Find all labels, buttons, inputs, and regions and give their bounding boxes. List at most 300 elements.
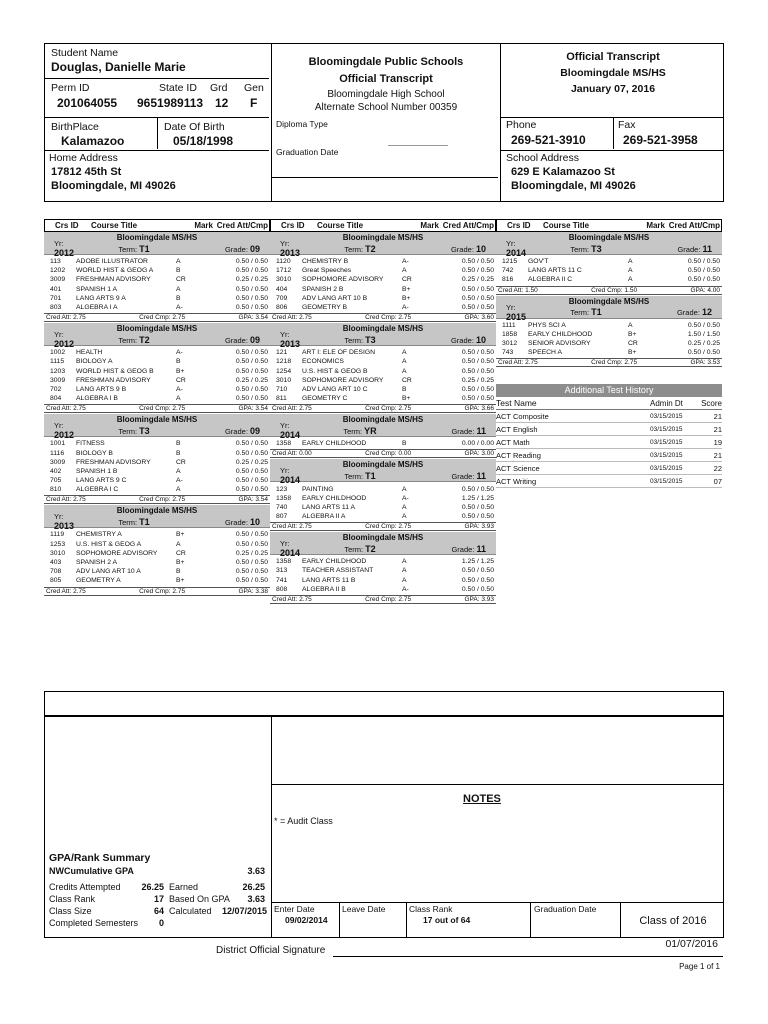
term-header	[270, 421, 496, 441]
term-school-name: Bloomingdale MS/HS	[44, 414, 270, 425]
course-mark: B	[176, 294, 181, 302]
course-title: FRESHMAN ADVISORY	[76, 376, 151, 384]
course-credits: 0.50 / 0.50	[235, 449, 268, 457]
cred-att: Cred Att: 2.75	[272, 523, 312, 531]
course-credits: 0.50 / 0.50	[235, 486, 268, 494]
course-id: 402	[50, 467, 62, 475]
grade-level: 12	[701, 307, 712, 318]
grade: 12	[215, 96, 229, 110]
grade-label: Grd	[210, 82, 228, 94]
course-id: 3010	[276, 276, 292, 284]
class-size-label: Class Size	[49, 906, 92, 916]
year-label: Yr: 2014	[280, 539, 301, 559]
course-row	[270, 439, 496, 448]
course-mark: A-	[402, 585, 409, 593]
birthplace-label: BirthPlace	[51, 121, 99, 133]
course-credits: 0.50 / 0.50	[461, 285, 494, 293]
summary-box	[44, 716, 724, 938]
course-credits: 0.50 / 0.50	[235, 385, 268, 393]
course-mark: A	[176, 467, 181, 475]
term-label: Term: T3	[570, 243, 602, 254]
course-credits: 0.50 / 0.50	[235, 540, 268, 548]
course-credits: 0.50 / 0.50	[235, 267, 268, 275]
course-id: 3009	[50, 376, 66, 384]
course-credits: 0.50 / 0.50	[235, 367, 268, 375]
course-credits: 0.50 / 0.50	[461, 503, 494, 511]
course-credits: 0.50 / 0.50	[235, 559, 268, 567]
admin-date-header: Admin Dt	[650, 398, 683, 408]
course-row	[44, 576, 270, 585]
term-totals	[496, 358, 722, 367]
perm-id: 201064055	[57, 96, 118, 110]
course-title: ADV LANG ART 10 A	[76, 568, 141, 576]
term-school-name: Bloomingdale MS/HS	[270, 414, 496, 425]
cred-cmp: Cred Cmp: 2.75	[365, 314, 412, 322]
course-credits: 0.50 / 0.50	[461, 349, 494, 357]
page-number: Page 1 of 1	[679, 962, 720, 971]
course-credits: 0.50 / 0.50	[235, 304, 268, 312]
transcript-date: January 07, 2016	[570, 83, 656, 95]
course-credits: 0.50 / 0.50	[461, 585, 494, 593]
course-title: BIOLOGY A	[76, 358, 113, 366]
cred-att: Cred Att: 2.75	[46, 587, 86, 595]
grade-level: 11	[476, 470, 486, 481]
gender: F	[250, 96, 258, 110]
course-title: SPANISH 1 A	[76, 285, 118, 293]
course-title: PHYS SCI A	[528, 321, 566, 329]
year: 2014	[506, 248, 527, 258]
course-id: 741	[276, 576, 288, 584]
course-row	[44, 567, 270, 576]
course-credits: 0.50 / 0.50	[235, 358, 268, 366]
grade-label: Grade: 11	[677, 243, 712, 254]
course-title: ALGEBRA II B	[302, 585, 346, 593]
course-row	[270, 285, 496, 294]
course-id: 1358	[276, 558, 292, 566]
course-row	[44, 257, 270, 266]
year-label: Yr: 2013	[280, 330, 301, 350]
course-mark: B+	[402, 395, 411, 403]
grade-label: Grade: 09	[224, 334, 260, 345]
course-credits: 1.25 / 1.25	[461, 494, 494, 502]
cred-header: Cred Att/Cmp	[668, 221, 720, 230]
course-id: 1116	[50, 449, 65, 457]
course-id: 313	[276, 567, 288, 575]
course-credits: 0.50 / 0.50	[461, 304, 494, 312]
course-id: 1858	[502, 330, 518, 338]
test-history-title: Additional Test History	[496, 384, 722, 397]
header-box	[44, 43, 724, 202]
home-address-line2: Bloomingdale, MI 49026	[51, 180, 176, 192]
credits-attempted: 26.25	[141, 882, 164, 892]
term-gpa: GPA: 3.00	[464, 450, 494, 458]
course-row	[496, 339, 722, 348]
course-mark: A	[176, 258, 181, 266]
credits-attempted-label: Credits Attempted	[49, 882, 121, 892]
state-id-label: State ID	[159, 82, 197, 94]
credits-earned: 26.25	[242, 882, 265, 892]
grade-level: 09	[249, 334, 260, 345]
course-row	[44, 357, 270, 366]
earned-label: Earned	[169, 882, 199, 892]
cred-att: Cred Att: 2.75	[272, 314, 312, 322]
term-totals	[270, 404, 496, 413]
grade-level: 11	[476, 543, 486, 554]
course-id: 401	[50, 285, 62, 293]
course-mark: A	[402, 358, 407, 366]
cred-cmp: Cred Cmp: 2.75	[365, 523, 412, 531]
test-row	[496, 449, 722, 462]
test-name: ACT Writing	[496, 476, 537, 486]
course-title: ADV LANG ART 10 C	[302, 385, 368, 393]
course-row	[270, 385, 496, 394]
course-credits: 0.50 / 0.50	[687, 267, 720, 275]
course-row	[44, 467, 270, 476]
course-credits: 0.50 / 0.50	[461, 258, 494, 266]
term-label: Term: T1	[118, 243, 150, 254]
term-totals	[270, 595, 496, 604]
year-label: Yr: 2014	[280, 421, 301, 441]
test-date: 03/15/2015	[650, 464, 683, 472]
course-row	[44, 458, 270, 467]
grade-label: Grade: 09	[224, 425, 260, 436]
fax: 269-521-3958	[623, 133, 698, 147]
course-title: SENIOR ADVISORY	[528, 340, 591, 348]
term-gpa: GPA: 3.54	[238, 496, 268, 504]
term: T2	[365, 243, 376, 254]
test-date: 03/15/2015	[650, 425, 683, 433]
course-row	[270, 266, 496, 275]
course-id: 805	[50, 577, 62, 585]
course-mark: A	[176, 285, 181, 293]
course-row	[496, 348, 722, 357]
course-id: 1120	[276, 258, 291, 266]
course-credits: 0.50 / 0.50	[235, 285, 268, 293]
term-totals	[44, 587, 270, 596]
course-mark: CR	[628, 340, 638, 348]
course-mark: A	[628, 258, 633, 266]
term-label: Term: T1	[570, 307, 602, 318]
course-row	[44, 285, 270, 294]
grade-level: 11	[476, 425, 486, 436]
phone: 269-521-3910	[511, 133, 586, 147]
course-mark: B+	[176, 577, 185, 585]
course-title: SPANISH 2 A	[76, 559, 118, 567]
course-credits: 0.25 / 0.25	[235, 549, 268, 557]
dob-label: Date Of Birth	[164, 121, 225, 133]
course-title: U.S. HIST & GEOG B	[302, 367, 368, 375]
course-row	[44, 266, 270, 275]
course-title: ART I: ELE OF DESIGN	[302, 349, 376, 357]
course-title: LANG ARTS 11 B	[302, 576, 356, 584]
column-header	[496, 219, 722, 232]
term-header	[44, 421, 270, 441]
term-school-name: Bloomingdale MS/HS	[270, 532, 496, 543]
school-transcript-title: Official Transcript	[339, 73, 433, 85]
test-row	[496, 462, 722, 475]
course-mark: A-	[402, 258, 409, 266]
course-mark: B	[176, 449, 181, 457]
course-id: 404	[276, 285, 288, 293]
course-id: 708	[50, 568, 62, 576]
course-id: 1002	[50, 349, 66, 357]
term-school-name: Bloomingdale MS/HS	[270, 459, 496, 470]
test-date: 03/15/2015	[650, 477, 683, 485]
term-header	[270, 239, 496, 258]
course-title: LANG ARTS 9 B	[76, 385, 127, 393]
student-name: Douglas, Danielle Marie	[51, 60, 186, 74]
course-credits: 0.50 / 0.50	[235, 349, 268, 357]
grade-level: 10	[475, 243, 486, 254]
course-row	[44, 558, 270, 567]
course-id: 710	[276, 385, 288, 393]
course-id: 3010	[276, 376, 292, 384]
year: 2013	[54, 521, 75, 532]
course-credits: 1.25 / 1.25	[461, 558, 494, 566]
notes-title: NOTES	[463, 793, 501, 805]
course-row	[270, 394, 496, 403]
calculated-label: Calculated	[169, 906, 212, 916]
course-mark: CR	[176, 549, 186, 557]
course-row	[270, 566, 496, 575]
calculated-date: 12/07/2015	[221, 906, 267, 916]
term: T2	[139, 334, 150, 345]
course-mark: A	[402, 503, 407, 511]
perm-id-label: Perm ID	[51, 82, 90, 94]
term-totals	[270, 449, 496, 458]
official-school: Bloomingdale MS/HS	[560, 67, 666, 79]
enter-date: 09/02/2014	[285, 915, 328, 925]
term-totals	[44, 495, 270, 504]
course-row	[44, 549, 270, 558]
test-row	[496, 436, 722, 449]
term: T3	[139, 425, 150, 436]
test-row	[496, 475, 722, 488]
course-title: EARLY CHILDHOOD	[302, 558, 367, 566]
signature-label: District Official Signature	[216, 945, 326, 956]
crs-id-header: Crs ID	[281, 221, 305, 230]
course-row	[270, 376, 496, 385]
course-mark: A	[402, 558, 407, 566]
course-credits: 0.50 / 0.50	[235, 577, 268, 585]
course-row	[496, 266, 722, 275]
term-header	[496, 239, 722, 258]
school-name: Bloomingdale High School	[327, 89, 445, 100]
course-title: SOPHOMORE ADVISORY	[76, 549, 158, 557]
term: T2	[365, 543, 376, 554]
grade-label: Grade: 11	[451, 470, 486, 481]
course-title: LANG ARTS 11 C	[528, 267, 582, 275]
course-mark: A-	[176, 477, 183, 485]
course-mark: B+	[402, 285, 411, 293]
term-label: Term: T1	[344, 470, 376, 481]
course-id: 804	[50, 395, 62, 403]
course-credits: 0.50 / 0.50	[461, 567, 494, 575]
course-id: 807	[276, 513, 288, 521]
course-id: 803	[50, 304, 62, 312]
course-id: 113	[50, 258, 61, 266]
test-name: ACT Composite	[496, 411, 549, 421]
course-mark: A-	[176, 304, 183, 312]
year-label: Yr: 2012	[54, 330, 75, 350]
course-title: WORLD HIST & GEOG B	[76, 367, 154, 375]
home-address-line1: 17812 45th St	[51, 166, 122, 178]
test-score: 21	[713, 450, 722, 460]
course-mark: CR	[176, 458, 186, 466]
course-row	[44, 476, 270, 485]
column-header	[44, 219, 270, 232]
test-name: ACT Reading	[496, 450, 541, 460]
test-score: 21	[713, 424, 722, 434]
graduation-date-label: Graduation Date	[276, 147, 339, 157]
course-title: ALGEBRA I C	[76, 486, 119, 494]
test-row	[496, 410, 722, 423]
course-id: 701	[50, 294, 62, 302]
course-credits: 0.00 / 0.00	[461, 440, 494, 448]
footer-date: 01/07/2016	[665, 938, 718, 950]
leave-date-label: Leave Date	[342, 904, 386, 914]
cred-header: Cred Att/Cmp	[216, 221, 268, 230]
test-name: ACT Math	[496, 437, 530, 447]
course-title: GEOMETRY C	[302, 395, 348, 403]
course-row	[44, 275, 270, 284]
course-title: ALGEBRA I B	[76, 395, 118, 403]
grade-level: 10	[475, 334, 486, 345]
course-title: FRESHMAN ADVISORY	[76, 276, 151, 284]
based-on-gpa-label: Based On GPA	[169, 894, 230, 904]
enroll-graduation-date-label: Graduation Date	[534, 904, 597, 914]
crs-id-header: Crs ID	[507, 221, 531, 230]
home-address-label: Home Address	[49, 152, 118, 164]
course-row	[270, 503, 496, 512]
term-label: Term: T3	[344, 334, 376, 345]
term-school-name: Bloomingdale MS/HS	[44, 505, 270, 516]
course-title: ADV LANG ART 10 B	[302, 294, 368, 302]
term-gpa: GPA: 3.66	[464, 405, 494, 413]
course-title: SPANISH 2 B	[302, 285, 344, 293]
term-gpa: GPA: 3.38	[238, 587, 268, 595]
course-credits: 0.50 / 0.50	[461, 576, 494, 584]
completed-semesters-label: Completed Semesters	[49, 918, 139, 928]
completed-semesters: 0	[158, 918, 164, 928]
course-id: 702	[50, 385, 62, 393]
course-id: 740	[276, 503, 288, 511]
term-header	[44, 330, 270, 350]
term-header	[270, 466, 496, 486]
course-mark: A	[628, 276, 633, 284]
course-id: 810	[50, 486, 62, 494]
course-mark: A-	[176, 385, 183, 393]
term-header	[496, 302, 722, 322]
course-title: CHEMISTRY A	[76, 531, 122, 539]
course-mark: A	[176, 395, 181, 403]
term-label: Term: T2	[344, 243, 376, 254]
year: 2012	[54, 248, 75, 258]
term-school-name: Bloomingdale MS/HS	[44, 232, 270, 243]
score-header: Score	[701, 398, 722, 408]
course-credits: 0.50 / 0.50	[461, 367, 494, 375]
test-date: 03/15/2015	[650, 412, 683, 420]
course-mark: B+	[176, 559, 185, 567]
test-score: 22	[713, 463, 722, 473]
course-id: 1215	[502, 258, 518, 266]
course-title: GEOMETRY B	[302, 304, 348, 312]
course-title: TEACHER ASSISTANT	[302, 567, 374, 575]
course-title: FRESHMAN ADVISORY	[76, 458, 151, 466]
course-id: 1358	[276, 494, 292, 502]
course-row	[270, 484, 496, 493]
course-id: 1358	[276, 440, 292, 448]
course-id: 1202	[50, 267, 66, 275]
term: T1	[591, 307, 602, 318]
district-name: Bloomingdale Public Schools	[308, 56, 464, 68]
course-row	[496, 330, 722, 339]
course-credits: 0.50 / 0.50	[461, 395, 494, 403]
school-address-label: School Address	[506, 152, 579, 164]
course-row	[496, 257, 722, 266]
cumulative-gpa-label: NWCumulative GPA	[49, 866, 134, 876]
term-totals	[44, 313, 270, 322]
term-gpa: GPA: 3.93	[464, 595, 494, 603]
course-credits: 0.50 / 0.50	[461, 485, 494, 493]
course-title: LANG ARTS 11 A	[302, 503, 356, 511]
course-row	[44, 367, 270, 376]
term-school-name: Bloomingdale MS/HS	[496, 232, 722, 243]
school-address-line2: Bloomingdale, MI 49026	[511, 180, 636, 192]
course-id: 743	[502, 349, 514, 357]
term-gpa: GPA: 4.00	[690, 286, 720, 294]
course-id: 1218	[276, 358, 292, 366]
term-gpa: GPA: 3.60	[464, 314, 494, 322]
year: 2013	[280, 248, 301, 258]
term-header	[270, 539, 496, 559]
year-label: Yr: 2012	[54, 239, 75, 258]
course-mark: CR	[176, 276, 186, 284]
course-title: CHEMISTRY B	[302, 258, 349, 266]
course-title: FITNESS	[76, 440, 105, 448]
course-credits: 0.50 / 0.50	[461, 294, 494, 302]
class-of: Class of 2016	[639, 915, 707, 927]
grade-label: Grade: 11	[451, 543, 486, 554]
course-credits: 0.50 / 0.50	[687, 349, 720, 357]
cred-att: Cred Att: 2.75	[46, 314, 86, 322]
course-title: EARLY CHILDHOOD	[302, 440, 367, 448]
course-row	[270, 494, 496, 503]
course-mark: A	[402, 485, 407, 493]
year: 2014	[280, 548, 301, 559]
course-id: 3009	[50, 276, 66, 284]
year: 2012	[54, 339, 75, 350]
phone-label: Phone	[506, 119, 537, 131]
cred-cmp: Cred Cmp: 2.75	[139, 314, 186, 322]
signature-line	[333, 956, 723, 957]
course-row	[44, 376, 270, 385]
course-mark: A	[628, 267, 633, 275]
course-mark: A	[402, 367, 407, 375]
birthplace: Kalamazoo	[61, 134, 125, 148]
term-school-name: Bloomingdale MS/HS	[496, 296, 722, 307]
course-row	[270, 357, 496, 366]
course-title: U.S. HIST & GEOG A	[76, 540, 142, 548]
term-gpa: GPA: 3.93	[464, 523, 494, 531]
course-mark: B	[176, 267, 181, 275]
term-gpa: GPA: 3.54	[238, 314, 268, 322]
course-row	[270, 512, 496, 521]
course-title-header: Course Title	[91, 221, 138, 230]
term: T1	[365, 470, 376, 481]
course-id: 3012	[502, 340, 518, 348]
course-row	[44, 448, 270, 457]
